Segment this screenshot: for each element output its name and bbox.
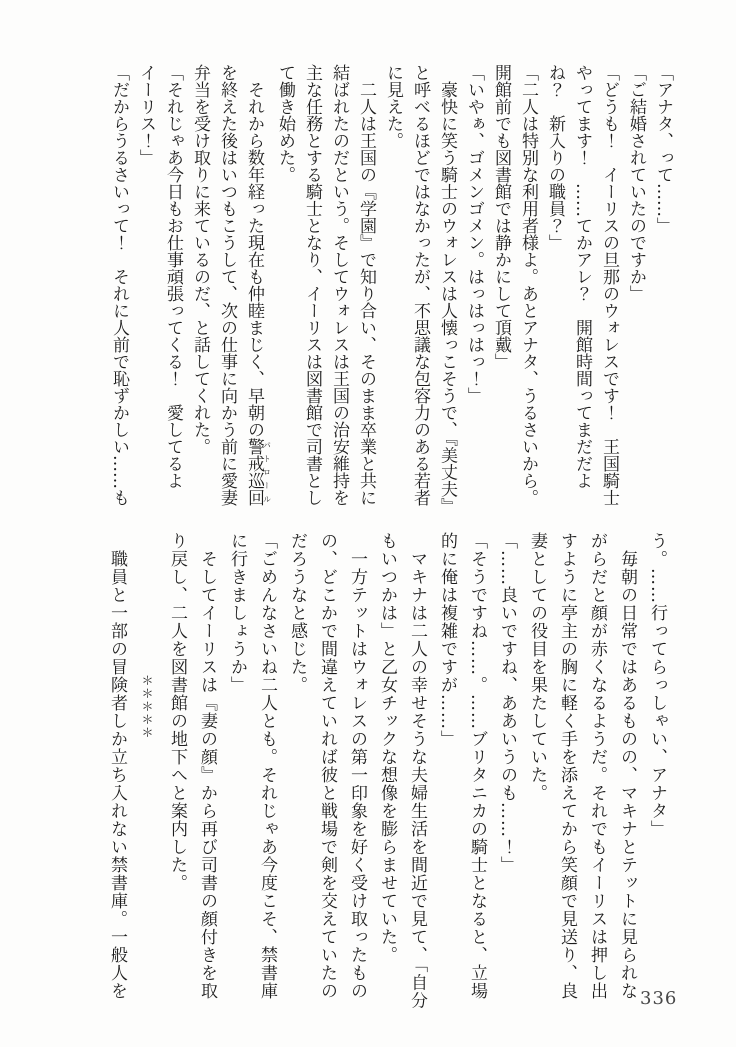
paragraph: 毎朝の日常ではあるものの、マキナとテットに見られながらだと顔が赤くなるようだ。それでもイーリスは押し出すように亭主の胸に軽く手を添えてから笑顔で見送り、良妻としての役目を果たしていた。	[527, 532, 637, 1000]
ruby-text: パトロール	[262, 438, 272, 506]
paragraph-text: それから数年経った現在も仲睦まじく、早朝の	[244, 64, 264, 438]
paragraph: 豪快に笑う騎士のウォレスは人懐っこそうで、『美丈夫』と呼べるほどではなかったが、不思議な包容力のある若者に見えた。	[383, 64, 457, 515]
paragraph: 「それじゃあ今日もお仕事頑張ってくる！ 愛してるよイーリス！」	[136, 64, 183, 489]
upper-text-tier	[105, 64, 676, 519]
paragraph-text: を終えた後はいつもこうして、次の仕事に向かう前に愛妻弁当を受け取りに来ているのだ、と話してくれた。	[190, 64, 237, 506]
lower-text-tier	[102, 532, 672, 1010]
paragraph: う。……行ってらっしゃい、アナタ」	[647, 532, 667, 838]
paragraph: 「……良いですね、ああいうのも……！」	[497, 532, 517, 874]
paragraph-with-ruby	[186, 64, 271, 519]
scene-break-separator: ＊＊＊＊＊	[140, 674, 154, 739]
paragraph: 「いやぁ、ゴメンゴメン。はっはっはっ！」	[464, 64, 484, 404]
paragraph: 「どうも！ イーリスの旦那のウォレスです！ 王国騎士やってます！ ……てかアレ？ 開館時間ってまだだよね？ 新入りの職員？」	[545, 64, 619, 506]
ruby-annotation	[244, 438, 272, 506]
paragraph: 一方テットはウォレスの第一印象を好く受け取ったものの、どこかで間違えていれば彼と戦場で剣を交えていたのだろうなと感じた。	[287, 532, 367, 1000]
paragraph: 「ご結婚されていたのですか」	[626, 64, 646, 302]
ruby-base: 警戒巡回	[244, 438, 264, 506]
paragraph: 二人は王国の『学園』で知り合い、そのまま卒業と共に結ばれたのだという。そしてウォレスは王国の治安維持を主な任務とする騎士となり、イーリスは図書館で司書として働き始めた。	[275, 64, 376, 506]
page-number: 336	[640, 988, 678, 1009]
paragraph: 「そうですね……。……ブリタニカの騎士となると、立場的に俺は複雑ですが……」	[437, 532, 487, 1000]
paragraph: 「アナタ、って……」	[653, 64, 673, 234]
paragraph: マキナは二人の幸せそうな夫婦生活を間近で見て、「自分もいつかは」と乙女チックな想像を膨らませていた。	[377, 532, 427, 1010]
paragraph: 「ごめんなさいね二人とも。それじゃあ今度こそ、禁書庫に行きましょうか」	[227, 532, 277, 1000]
paragraph: 「だからうるさいって！ それに人前で恥ずかしい……も	[109, 64, 129, 506]
paragraph: 「二人は特別な利用者様よ。あとアナタ、うるさいから。開館前でも図書館では静かにして頂戴」	[491, 64, 538, 506]
paragraph: そしてイーリスは『妻の顔』から再び司書の顔付きを取り戻し、二人を図書館の地下へと案内した。	[167, 532, 217, 1000]
paragraph: 職員と一部の冒険者しか立ち入れない禁書庫。一般人を	[107, 532, 127, 1000]
